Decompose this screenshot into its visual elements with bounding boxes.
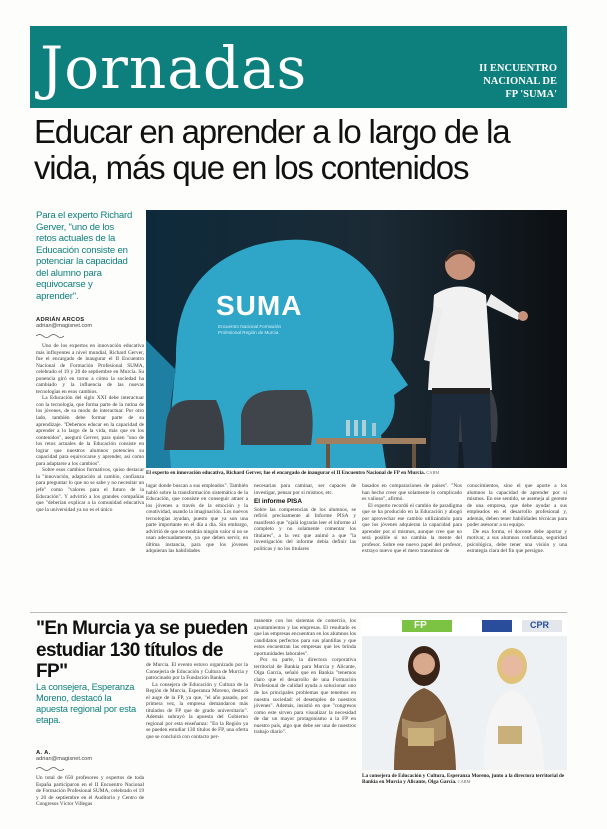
author-name: A. A. (36, 750, 51, 756)
article-column (362, 483, 462, 611)
paragraph: basados en comparaciones de países". "Nos han hecho creer que solamente lo complicado es valioso", afirmó. (362, 483, 462, 503)
paragraph: El experto recordó el cambio de paradigma que se ha producido en la Educación y abogó por aprovechar ese cambio utilizándolo para que los jóvenes adquieran la capacidad para aprender por sí mismos, aunque cree que no será posible si no cambia la mente del profesor. Sobre ese nuevo papel del profesor, extrayo nuevo que el mero transmisor de (362, 502, 462, 555)
section-subtitle (447, 62, 557, 101)
speaker-photo (146, 210, 567, 468)
paragraph: De esa forma, el docente debe aportar y motivar, a sus alumnos confianza, seguridad psicológica, debe tener una visión y una estrategia clara del fin que persigue. (467, 528, 567, 555)
main-headline: Educar en aprender a lo largo de la vida, más que en los contenidos (34, 113, 510, 186)
secondary-headline: "En Murcia ya se pueden estudiar 130 títulos de FP" (36, 618, 248, 682)
paragraph: lugar donde buscan a sus empleados". También habló sobre la transformación sistemática de la Educación, que consiste en conseguir atraer a los jóvenes a través de la emoción y la creatividad, usando la imaginación. Los nuevos tecnologías ayudan, puesto que ya son una parte importante en el día a día. Sin embargo, advirtió de que no tendrán ningún valor si no se usan adecuadamente, ya que deben servir, en última instancia, para que los jóvenes adquieran las habilidades (146, 483, 248, 555)
article-column (254, 618, 356, 822)
author-email: adrian@magisnet.com (36, 323, 93, 329)
stage-illustration (146, 210, 567, 468)
byline (36, 750, 146, 762)
subheading: El informe PISA (254, 498, 302, 506)
fp-banner-text: FP (414, 620, 427, 631)
section-divider (30, 612, 567, 613)
officials-photo (362, 618, 567, 770)
paragraph: Sobre esos cambios formativos, quiso destacar la "innovación, adaptación al cambio, confianza para preguntar lo que no se sabe y no necesitar un jefe" como "valores para el futuro de la Educación". Y advirtió a los grandes compañías que "deberían explicar a la comunidad educativa que la universidad ya no es el único (36, 467, 144, 513)
section-masthead (30, 26, 567, 108)
cpr-banner-text: CPR (530, 620, 550, 630)
decorative-squiggle-icon (36, 766, 64, 772)
byline (36, 317, 146, 329)
section-title: Jornadas (40, 34, 308, 102)
paragraph: Sobre las competencias de los alumnos, se refirió precisamente al Informe PISA y manifestó que "ojalá lograrán leer el informe al completo y no solamente comentar los titulares", a la vez que animó a que "la investigación del informe debía definir las políticas y no los titulares (254, 506, 356, 552)
paragraph: conocimientos, sino el que aporte a los alumnos la capacidad de aprender por sí mismos. En ese sentido, se asemeja al gerente de una empresa, que debe ayudar a sus empleados en el desarrollo profesional y, además, deben tener habilidades técnicas para poder asesorar a su equipo. (467, 483, 567, 529)
suma-logo-subtext: Encuentro Nacional Formación Profesional Región de Murcia (218, 324, 282, 335)
paragraph: manente con los sistemas de comercio, los ayuntamientos y las empresas. El resultado es que las empresas encuentran en los alumnos los candidatos perfectos para sus plantillas y que estos encuentran las empresas que les brinda oportunidades laborales". (254, 618, 356, 657)
paragraph: necesarias para caminar, ser capaces de investigar, pensar por sí mismos, etc. (254, 483, 356, 496)
author-email: adrian@magisnet.com (36, 756, 93, 762)
article-intro: La consejera, Esperanza Moreno, destacó la apuesta regional por esta etapa. (36, 682, 136, 725)
paragraph: Un total de 650 profesores y expertos de toda España participaron en el II Encuentro Nacional de Formación Profesional SUMA, celebrado el 19 y 20 de septiembre en el Auditorio y Centro de Congresos Víctor Villegas (36, 775, 144, 808)
officials-illustration (362, 618, 567, 770)
article-column (36, 775, 144, 823)
paragraph: Uno de los expertos en innovación educativa más influyentes a nivel mundial, Richard Gerver, fue el encargado de inaugurar el II Encuentro Nacional de Formación Profesional SUMA, celebrado el 19 y 20 de septiembre en Murcia. Su ponencia giró en torno a cómo la sociedad ha cambiado y la influencia de las nuevas tecnologías en esos cambios. (36, 343, 144, 395)
photo-caption (362, 773, 567, 786)
paragraph: Por su parte, la directora corporativa territorial de Bankia para Murcia y Alicante, Olga García, señaló que en Bankia "tenemos claro que el desarrollo de una Formación Profesional de calidad ayuda a solucionar uno de los principales problemas que tenemos en nuestra sociedad: el desempleo de nuestros jóvenes". Además, insistió en que "congresos como este sirven para visualizar la necesidad de dar un mayor protagonismo a la FP en nuestro país, algo que debe ser una de nuestros trabajo diario". (254, 657, 356, 736)
article-column (36, 343, 144, 611)
article-column (146, 483, 248, 611)
caption-credit: CARM (426, 470, 440, 475)
suma-logo-text: SUMA (216, 290, 303, 321)
caption-text: El experto en innovación educativa, Richard Gerver, fue el encargado de inaugurar el II Encuentro Nacional de FP en Murcia. (146, 470, 426, 476)
paragraph: de Murcia. El evento estuvo organizado por la Consejería de Educación y Cultura de Murcia y patrocinado por la Fundación Bankia. (146, 662, 248, 682)
article-column (254, 483, 356, 611)
subtitle-line: NACIONAL DE (483, 76, 557, 87)
decorative-squiggle-icon (36, 333, 64, 339)
photo-caption (146, 470, 567, 476)
caption-credit: CARM (457, 779, 471, 785)
subtitle-line: FP 'SUMA' (505, 89, 557, 100)
article-intro: Para el experto Richard Gerver, "uno de los retos actuales de la Educación consiste en potenciar la capacidad del alumno para equivocarse y aprender". (36, 210, 133, 302)
caption-text: La consejera de Educación y Cultura, Esperanza Moreno, junto a la directora territorial de Bankia en Murcia y Alicante, Olga García. (362, 773, 565, 786)
paragraph: La consejera de Educación y Cultura de la Región de Murcia, Esperanza Moreno, destacó el auge de la FP, ya que, "el año pasado, por primera vez, la empresa demandaron más titulados de FP que de grado universitario". Además subrayó la apuesta del Gobierno regional por esta enseñanza: "En la Región ya se pueden estudiar 130 títulos de FP, una oferta que se concluirá con contacto per- (146, 681, 248, 741)
author-name: ADRIÁN ARCOS (36, 317, 85, 323)
article-column (467, 483, 567, 611)
paragraph: La Educación del siglo XXI debe interactuar con la tecnología, que forma parte de la rutina de los jóvenes, de su modo de interactuar. Por otro lado, también debe formar parte de su aprendizaje. "Debemos educar en la capacidad de aprender a lo largo de la vida, más que en los contenidos", aseguró Gerver, para quien "uno de los retos actuales de la Educación consiste en lograr que nuestros alumnos potencien su capacidad para equivocarse y aprender, así como para adaptarse a los cambios". (36, 395, 144, 467)
article-column (146, 662, 248, 822)
subtitle-line: II ENCUENTRO (479, 63, 557, 74)
